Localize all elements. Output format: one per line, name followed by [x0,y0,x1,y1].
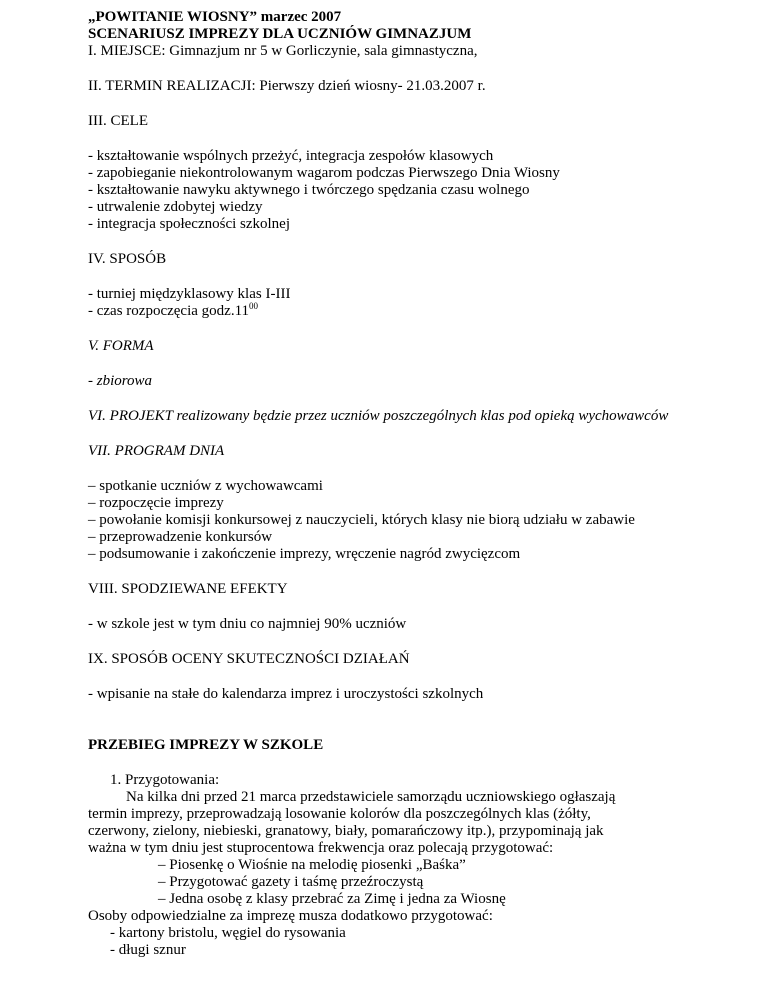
course-extra-item: - kartony bristolu, węgiel do rysowania [110,925,346,941]
document-title: „POWITANIE WIOSNY” marzec 2007 [88,9,342,25]
section-term: II. TERMIN REALIZACJI: Pierwszy dzień wiosny- 21.03.2007 r. [88,78,486,94]
section-goals-heading: III. CELE [88,113,148,129]
goal-item: - kształtowanie nawyku aktywnego i twórczego spędzania czasu wolnego [88,182,530,198]
course-paragraph-line: Na kilka dni przed 21 marca przedstawiciele samorządu uczniowskiego ogłaszają [126,789,616,805]
goal-item: - utrwalenie zdobytej wiedzy [88,199,263,215]
course-heading: PRZEBIEG IMPREZY W SZKOLE [88,737,324,753]
goal-item: - integracja społeczności szkolnej [88,216,291,232]
section-method-heading: IV. SPOSÓB [88,251,167,267]
goal-item: - zapobieganie niekontrolowanym wagarom podczas Pierwszego Dnia Wiosny [88,165,560,181]
method-item: - turniej międzyklasowy klas I-III [88,286,291,302]
method-time-text: - czas rozpoczęcia godz.11 [88,303,250,319]
course-paragraph-line: czerwony, zielony, niebieski, granatowy, biały, pomarańczowy itp.), przypominają jak [88,823,604,839]
course-step-1: 1. Przygotowania: [110,772,220,788]
course-task-item: – Przygotować gazety i taśmę przeźroczystą [158,874,424,890]
program-item: – powołanie komisji konkursowej z nauczycieli, których klasy nie biorą udziału w zabawie [88,512,635,528]
method-item-time [88,303,748,320]
evaluation-item: - wpisanie na stałe do kalendarza imprez i uroczystości szkolnych [88,686,484,702]
section-form-heading: V. FORMA [88,338,154,354]
method-time-minutes: 00 [249,301,259,311]
section-program-heading: VII. PROGRAM DNIA [88,443,225,459]
section-place: I. MIEJSCE: Gimnazjum nr 5 w Gorliczynie, sala gimnastyczna, [88,43,478,59]
program-item: – spotkanie uczniów z wychowawcami [88,478,323,494]
program-item: – przeprowadzenie konkursów [88,529,273,545]
course-extra-item: - długi sznur [110,942,186,958]
section-effects-heading: VIII. SPODZIEWANE EFEKTY [88,581,288,597]
section-evaluation-heading: IX. SPOSÓB OCENY SKUTECZNOŚCI DZIAŁAŃ [88,651,410,667]
program-item: – podsumowanie i zakończenie imprezy, wręczenie nagród zwycięzcom [88,546,521,562]
document-page [88,9,748,959]
section-project: VI. PROJEKT realizowany będzie przez uczniów poszczególnych klas pod opieką wychowawców [88,408,669,424]
course-responsible: Osoby odpowiedzialne za imprezę musza dodatkowo przygotować: [88,908,493,924]
document-subtitle: SCENARIUSZ IMPREZY DLA UCZNIÓW GIMNAZJUM [88,26,472,42]
program-item: – rozpoczęcie imprezy [88,495,224,511]
effects-item: - w szkole jest w tym dniu co najmniej 90% uczniów [88,616,407,632]
goal-item: - kształtowanie wspólnych przeżyć, integracja zespołów klasowych [88,148,494,164]
course-paragraph-line: termin imprezy, przeprowadzają losowanie kolorów dla poszczególnych klas (żółty, [88,806,591,822]
course-task-item: – Piosenkę o Wiośnie na melodię piosenki „Baśka” [158,857,466,873]
form-item: - zbiorowa [88,373,153,389]
course-task-item: – Jedna osobę z klasy przebrać za Zimę i jedna za Wiosnę [158,891,506,907]
course-paragraph-line: ważna w tym dniu jest stuprocentowa frekwencja oraz polecają przygotować: [88,840,554,856]
